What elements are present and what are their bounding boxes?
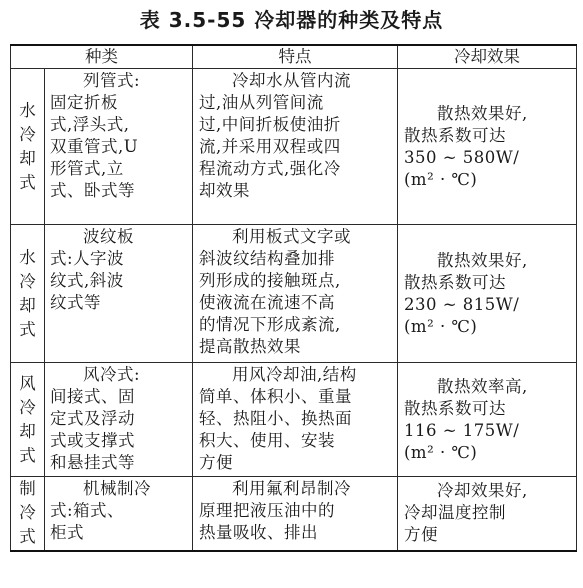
effect-line: 散热效果好, xyxy=(437,103,528,123)
effect-cell xyxy=(398,363,577,477)
type-line: 形管式,立 xyxy=(50,159,124,178)
table-title: 表 3.5-55 冷却器的种类及特点 xyxy=(139,8,444,32)
type-line: 机械制冷 xyxy=(83,479,151,498)
table-row xyxy=(11,69,577,225)
features-line: 用风冷却油,结构 xyxy=(232,365,357,384)
features-cell xyxy=(193,363,398,477)
type-line: 式:人字波 xyxy=(50,249,125,268)
effect-line: (m² · ℃) xyxy=(404,442,478,462)
features-line: 使液流在流速不高 xyxy=(199,293,335,312)
table-row xyxy=(11,225,577,363)
effect-line: 350 ~ 580W/ xyxy=(404,147,520,167)
effect-line: 散热效率高, xyxy=(437,376,528,396)
features-line: 简单、体积小、重量 xyxy=(199,387,352,406)
effect-line: 散热系数可达 xyxy=(404,398,506,418)
features-line: 列形成的接触斑点, xyxy=(199,271,341,290)
features-line: 利用氟利昂制冷 xyxy=(232,479,351,498)
type-line: 波纹板 xyxy=(83,227,134,246)
effect-cell xyxy=(398,69,577,225)
category-char: 水 xyxy=(19,247,36,267)
features-line: 利用板式文字或 xyxy=(232,227,351,246)
features-cell xyxy=(193,69,398,225)
category-char: 却 xyxy=(19,421,36,441)
type-cell xyxy=(45,225,193,363)
effect-cell xyxy=(398,477,577,551)
type-line: 定式及浮动 xyxy=(50,409,135,428)
type-line: 纹式,斜波 xyxy=(50,271,124,290)
features-line: 方便 xyxy=(199,453,233,472)
features-line: 的情况下形成紊流, xyxy=(199,315,341,334)
type-cell xyxy=(45,69,193,225)
category-char: 冷 xyxy=(19,503,36,523)
type-line: 风冷式: xyxy=(83,365,141,384)
effect-line: 116 ~ 175W/ xyxy=(404,420,520,440)
effect-line: 方便 xyxy=(404,525,438,545)
type-line: 列管式: xyxy=(83,71,141,90)
type-line: 和悬挂式等 xyxy=(50,453,135,472)
category-char: 水 xyxy=(19,100,36,120)
type-line: 纹式等 xyxy=(50,293,101,312)
effect-line: 冷却温度控制 xyxy=(404,503,506,523)
features-line: 却效果 xyxy=(199,181,250,200)
category-char: 冷 xyxy=(19,397,36,417)
effect-line: 冷却效果好, xyxy=(437,481,528,501)
features-line: 斜波纹结构叠加排 xyxy=(199,249,335,268)
type-line: 式或支撑式 xyxy=(50,431,135,450)
effect-line: 230 ~ 815W/ xyxy=(404,294,520,314)
features-line: 积大、使用、安装 xyxy=(199,431,335,450)
effect-line: 散热效果好, xyxy=(437,250,528,270)
category-char: 式 xyxy=(19,445,36,465)
table-header-row xyxy=(11,45,577,69)
features-line: 冷却水从管内流 xyxy=(232,71,351,90)
features-line: 提高散热效果 xyxy=(199,337,301,356)
category-char: 式 xyxy=(19,319,36,339)
features-line: 热量吸收、排出 xyxy=(199,523,318,542)
type-line: 固定折板 xyxy=(50,93,118,112)
category-cell xyxy=(11,477,45,551)
type-line: 式,浮头式, xyxy=(50,115,130,134)
category-char: 冷 xyxy=(19,124,36,144)
cooler-types-table xyxy=(10,44,577,552)
category-char: 制 xyxy=(19,479,36,499)
type-cell xyxy=(45,363,193,477)
category-char: 冷 xyxy=(19,271,36,291)
category-char: 却 xyxy=(19,148,36,168)
type-line: 间接式、固 xyxy=(50,387,135,406)
features-line: 过,油从列管间流 xyxy=(199,93,324,112)
category-cell xyxy=(11,363,45,477)
category-char: 式 xyxy=(19,527,36,547)
type-cell xyxy=(45,477,193,551)
type-line: 双重管式,U xyxy=(50,137,139,156)
type-line: 式、卧式等 xyxy=(50,181,135,200)
type-line: 式:箱式、 xyxy=(50,501,125,520)
features-line: 轻、热阻小、换热面 xyxy=(199,409,352,428)
features-cell xyxy=(193,225,398,363)
category-cell xyxy=(11,69,45,225)
category-char: 风 xyxy=(19,373,36,393)
effect-line: (m² · ℃) xyxy=(404,316,478,336)
features-line: 过,中间折板使油折 xyxy=(199,115,341,134)
header-features: 特点 xyxy=(193,45,398,69)
table-row xyxy=(11,363,577,477)
header-effect: 冷却效果 xyxy=(398,45,577,69)
category-cell xyxy=(11,225,45,363)
effect-line: (m² · ℃) xyxy=(404,169,478,189)
effect-line: 散热系数可达 xyxy=(404,272,506,292)
effect-line: 散热系数可达 xyxy=(404,125,506,145)
category-char: 式 xyxy=(19,172,36,192)
category-char: 却 xyxy=(19,295,36,315)
effect-cell xyxy=(398,225,577,363)
features-line: 流,并采用双程或四 xyxy=(199,137,341,156)
features-line: 原理把液压油中的 xyxy=(199,501,335,520)
header-type: 种类 xyxy=(11,45,193,69)
features-cell xyxy=(193,477,398,551)
features-line: 程流动方式,强化冷 xyxy=(199,159,341,178)
type-line: 柜式 xyxy=(50,523,84,542)
table-row xyxy=(11,477,577,551)
